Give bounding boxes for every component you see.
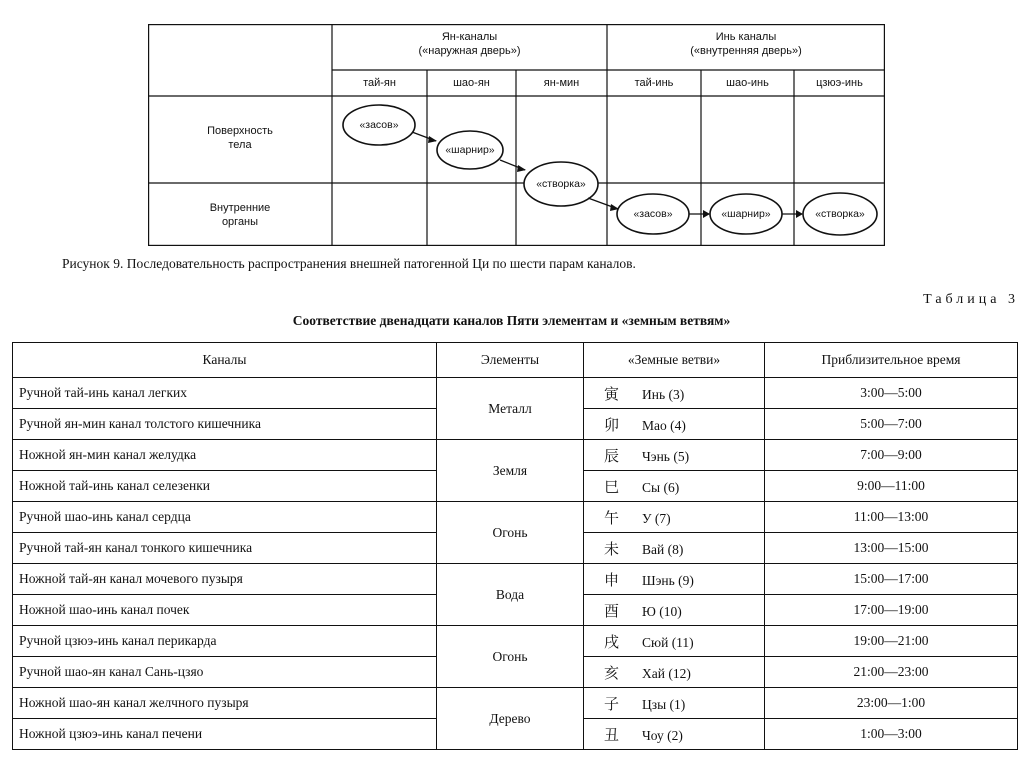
node-label-zasov-1: «засов»: [359, 119, 399, 131]
branch-cell: [584, 409, 765, 440]
branch-name: Сюй (11): [642, 634, 694, 650]
element-cell: Огонь: [437, 626, 584, 688]
branch-cell: [584, 657, 765, 688]
time-cell: 1:00—3:00: [765, 719, 1018, 750]
channel-cell: Ручной шао-инь канал сердца: [13, 502, 437, 533]
table-row: [13, 440, 1018, 471]
branch-cell: [584, 378, 765, 409]
table-row: [13, 378, 1018, 409]
channel-cell: Ножной шао-инь канал почек: [13, 595, 437, 626]
table-row: [13, 502, 1018, 533]
node-label-sharnir-1: «шарнир»: [445, 144, 495, 156]
branch-cell: [584, 688, 765, 719]
subheader-shao-yang: шао-ян: [453, 77, 490, 89]
branch-cell: [584, 440, 765, 471]
branch-name: Ю (10): [642, 603, 682, 619]
time-cell: 5:00—7:00: [765, 409, 1018, 440]
element-cell: Огонь: [437, 502, 584, 564]
figure-caption: Рисунок 9. Последовательность распространения внешней патогенной Ци по шести парам каналов.: [62, 256, 636, 271]
time-cell: 15:00—17:00: [765, 564, 1018, 595]
time-cell: 23:00—1:00: [765, 688, 1018, 719]
branch-glyph: 戌: [604, 632, 620, 651]
branch-cell: [584, 564, 765, 595]
branch-glyph: 丑: [604, 725, 620, 744]
time-cell: 7:00—9:00: [765, 440, 1018, 471]
time-cell: 17:00—19:00: [765, 595, 1018, 626]
table-row: [13, 688, 1018, 719]
channel-cell: Ручной цзюэ-инь канал перикарда: [13, 626, 437, 657]
time-cell: 19:00—21:00: [765, 626, 1018, 657]
header-channels: Каналы: [13, 343, 437, 378]
table-title: Соответствие двенадцати каналов Пяти элементам и «земным ветвям»: [292, 313, 731, 328]
header-elements: Элементы: [437, 343, 584, 378]
branch-glyph: 卯: [604, 415, 620, 434]
header-time: Приблизительное время: [765, 343, 1018, 378]
branch-name: Шэнь (9): [642, 572, 694, 588]
branch-name: Вай (8): [642, 541, 684, 557]
branch-glyph: 申: [604, 570, 620, 589]
table-row: [13, 564, 1018, 595]
row-label-surface: Поверхность тела: [207, 125, 273, 151]
time-cell: 13:00—15:00: [765, 533, 1018, 564]
branch-glyph: 酉: [604, 601, 620, 620]
channel-cell: Ручной ян-мин канал толстого кишечника: [13, 409, 437, 440]
branch-glyph: 亥: [604, 663, 620, 682]
branch-glyph: 子: [604, 694, 620, 713]
channel-cell: Ножной ян-мин канал желудка: [13, 440, 437, 471]
channel-cell: Ножной тай-инь канал селезенки: [13, 471, 437, 502]
branch-glyph: 辰: [604, 446, 620, 465]
branch-glyph: 未: [604, 539, 620, 558]
channel-cell: Ножной шао-ян канал желчного пузыря: [13, 688, 437, 719]
figure-9-diagram: [148, 24, 885, 246]
subheader-yang-ming: ян-мин: [543, 77, 580, 89]
branch-cell: [584, 595, 765, 626]
channel-cell: Ножной тай-ян канал мочевого пузыря: [13, 564, 437, 595]
branch-cell: [584, 626, 765, 657]
time-cell: 21:00—23:00: [765, 657, 1018, 688]
header-branches: «Земные ветви»: [584, 343, 765, 378]
row-label-internal: Внутренние органы: [209, 202, 271, 228]
branch-glyph: 寅: [604, 384, 620, 403]
branch-name: Чэнь (5): [642, 448, 690, 464]
table-header-row: [13, 343, 1018, 378]
branch-cell: [584, 471, 765, 502]
time-cell: 11:00—13:00: [765, 502, 1018, 533]
branch-cell: [584, 502, 765, 533]
branch-name: Цзы (1): [642, 696, 686, 712]
branch-glyph: 午: [604, 508, 620, 527]
table-row: [13, 626, 1018, 657]
channel-cell: Ручной шао-ян канал Сань-цзяо: [13, 657, 437, 688]
channel-cell: Ручной тай-инь канал легких: [13, 378, 437, 409]
node-label-stvorka-1: «створка»: [536, 178, 586, 190]
yang-channels-header: Ян-каналы («наружная дверь»): [418, 31, 521, 57]
subheader-shao-yin: шао-инь: [726, 77, 769, 89]
branch-name: Мао (4): [642, 417, 686, 433]
time-cell: 3:00—5:00: [765, 378, 1018, 409]
branch-name: Хай (12): [642, 665, 691, 681]
time-cell: 9:00—11:00: [765, 471, 1018, 502]
subheader-tai-yang: тай-ян: [363, 77, 396, 89]
table-number: Таблица 3: [923, 292, 1019, 307]
table-3: [12, 342, 1018, 764]
branch-cell: [584, 533, 765, 564]
subheader-tai-yin: тай-инь: [634, 77, 674, 89]
branch-glyph: 巳: [604, 477, 620, 496]
node-label-zasov-2: «засов»: [633, 208, 673, 220]
element-cell: Земля: [437, 440, 584, 502]
node-label-stvorka-2: «створка»: [815, 208, 865, 220]
yin-channels-header: Инь каналы («внутренняя дверь»): [690, 31, 802, 57]
element-cell: Металл: [437, 378, 584, 440]
element-cell: Вода: [437, 564, 584, 626]
branch-name: Инь (3): [642, 386, 685, 402]
element-cell: Дерево: [437, 688, 584, 750]
node-label-sharnir-2: «шарнир»: [721, 208, 771, 220]
subheader-jue-yin: цзюэ-инь: [816, 77, 863, 89]
branch-name: Сы (6): [642, 479, 680, 495]
branch-cell: [584, 719, 765, 750]
branch-name: У (7): [642, 510, 671, 526]
branch-name: Чоу (2): [642, 727, 683, 743]
channel-cell: Ручной тай-ян канал тонкого кишечника: [13, 533, 437, 564]
channel-cell: Ножной цзюэ-инь канал печени: [13, 719, 437, 750]
